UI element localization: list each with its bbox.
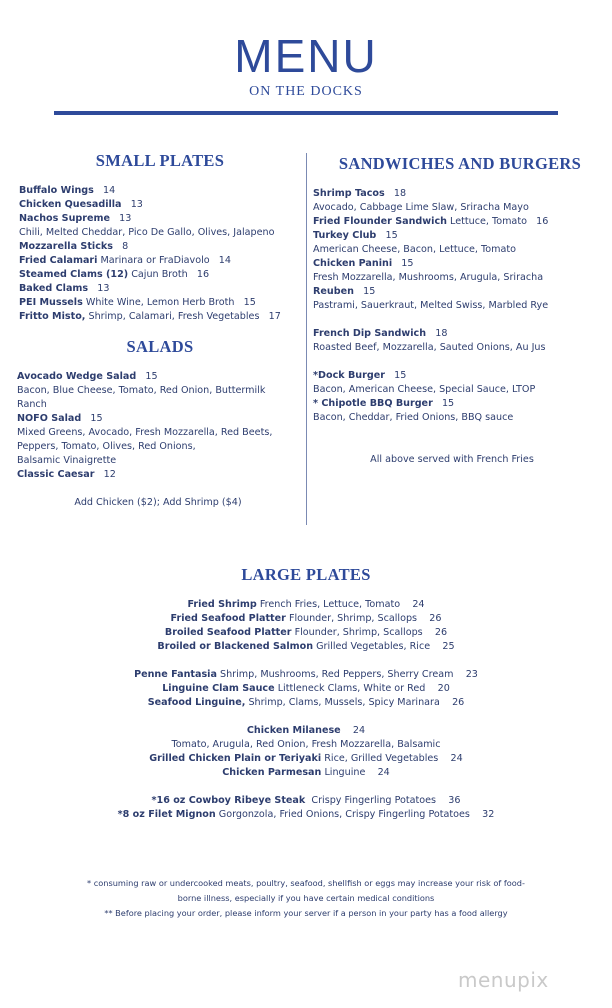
item-detail: Fresh Mozzarella, Mushrooms, Arugula, Sriracha [313, 272, 544, 283]
item-price: 18 [435, 328, 448, 339]
item-name: Grilled Chicken Plain or Teriyaki [149, 753, 322, 764]
fries-note: All above served with French Fries [370, 454, 534, 465]
item-price: 13 [130, 199, 143, 210]
item-detail: Mixed Greens, Avocado, Fresh Mozzarella, Red Beets, [17, 427, 273, 438]
item-name: Fried Seafood Platter [170, 613, 286, 624]
item-name: Steamed Clams (12) [19, 269, 129, 280]
item-desc: Shrimp, Mushrooms, Red Peppers, Sherry Cream [220, 669, 454, 680]
list-item [17, 412, 302, 426]
header-divider [54, 111, 558, 115]
list-item [0, 724, 612, 738]
small-plates-heading: SMALL PLATES [95, 151, 225, 170]
list-item [19, 282, 304, 296]
item-name: Turkey Club [313, 230, 377, 241]
item-price: 15 [363, 286, 376, 297]
item-name: Fried Calamari [19, 255, 98, 266]
item-name: Mozzarella Sticks [19, 241, 113, 252]
salads-list [17, 370, 302, 482]
list-item [17, 468, 302, 482]
item-price: 23 [465, 669, 478, 680]
item-detail: Chili, Melted Cheddar, Pico De Gallo, Olives, Jalapeno [19, 227, 275, 238]
item-price: 20 [437, 683, 450, 694]
item-name: Reuben [313, 286, 354, 297]
list-item [0, 640, 612, 654]
item-price: 26 [452, 697, 465, 708]
item-detail: Avocado, Cabbage Lime Slaw, Sriracha Mayo [313, 202, 529, 213]
list-item [313, 257, 608, 271]
list-item [17, 370, 302, 384]
item-name: Avocado Wedge Salad [17, 371, 137, 382]
item-detail: Roasted Beef, Mozzarella, Sauted Onions, Au Jus [313, 342, 546, 353]
item-price: 13 [97, 283, 110, 294]
sandwiches-heading: SANDWICHES AND BURGERS [338, 154, 582, 173]
list-item [19, 254, 304, 268]
list-item [0, 612, 612, 626]
item-name: Chicken Panini [313, 258, 393, 269]
item-desc: Littleneck Clams, White or Red [277, 683, 426, 694]
item-desc: Shrimp, Clams, Mussels, Spicy Marinara [248, 697, 440, 708]
list-item [0, 808, 612, 822]
list-item [0, 752, 612, 766]
disclaimer-line: ** Before placing your order, please inform your server if a person in your party has a food allergy [104, 908, 508, 918]
list-item [19, 240, 304, 254]
item-price: 15 [441, 398, 455, 409]
item-desc: Lettuce, Tomato [450, 216, 527, 227]
item-price: 36 [448, 795, 461, 806]
large-plates-heading: LARGE PLATES [241, 565, 371, 584]
list-item [313, 327, 608, 341]
item-name: Penne Fantasia [134, 669, 217, 680]
item-price: 32 [482, 809, 495, 820]
item-name: Shrimp Tacos [313, 188, 385, 199]
item-name: Classic Caesar [17, 469, 95, 480]
item-desc: French Fries, Lettuce, Tomato [259, 599, 401, 610]
list-item [0, 766, 612, 780]
list-item [0, 626, 612, 640]
item-price: 15 [243, 297, 256, 308]
item-name: PEI Mussels [19, 297, 83, 308]
item-name: Fried Flounder Sandwich [313, 216, 447, 227]
item-price: 16 [196, 269, 210, 280]
item-price: 26 [429, 613, 442, 624]
item-price: 24 [377, 767, 390, 778]
salad-addon-note: Add Chicken ($2); Add Shrimp ($4) [74, 497, 242, 508]
item-name: *16 oz Cowboy Ribeye Steak [151, 795, 306, 806]
item-price: 13 [119, 213, 132, 224]
disclaimer-line: borne illness, especially if you have certain medical conditions [177, 893, 435, 903]
item-detail: Pastrami, Sauerkraut, Melted Swiss, Marbled Rye [313, 300, 549, 311]
item-name: * Chipotle BBQ Burger [313, 398, 433, 409]
item-name: *Dock Burger [313, 370, 385, 381]
item-price: 17 [268, 311, 281, 322]
item-price: 15 [145, 371, 158, 382]
item-detail: Peppers, Tomato, Olives, Red Onions, [17, 441, 196, 452]
item-price: 24 [352, 725, 366, 736]
item-price: 18 [393, 188, 407, 199]
item-desc: Shrimp, Calamari, Fresh Vegetables [88, 311, 260, 322]
item-name: Chicken Quesadilla [19, 199, 122, 210]
item-detail: Tomato, Arugula, Red Onion, Fresh Mozzarella, Balsamic [171, 739, 441, 750]
item-name: Buffalo Wings [19, 185, 94, 196]
item-name: *8 oz Filet Mignon [117, 809, 216, 820]
item-desc: Grilled Vegetables, Rice [316, 641, 431, 652]
list-item [313, 369, 608, 383]
item-name: Fried Shrimp [187, 599, 257, 610]
item-price: 8 [122, 241, 129, 252]
item-price: 15 [90, 413, 103, 424]
item-detail: Bacon, Blue Cheese, Tomato, Red Onion, Buttermilk [17, 385, 266, 396]
list-item [19, 198, 304, 212]
list-item [19, 310, 304, 324]
salads-heading: SALADS [126, 337, 194, 356]
item-desc: White Wine, Lemon Herb Broth [85, 297, 235, 308]
item-price: 24 [412, 599, 425, 610]
allergy-disclaimer [40, 876, 572, 921]
page-title: MENU [234, 30, 378, 82]
item-detail: American Cheese, Bacon, Lettuce, Tomato [313, 244, 516, 255]
sandwiches-list [313, 187, 608, 425]
list-item [0, 696, 612, 710]
list-item [313, 229, 608, 243]
list-item [0, 668, 612, 682]
item-detail: Ranch [17, 399, 47, 410]
item-desc: Rice, Grilled Vegetables [324, 753, 439, 764]
list-item [19, 184, 304, 198]
list-item [19, 296, 304, 310]
item-name: Chicken Parmesan [222, 767, 322, 778]
item-price: 15 [385, 230, 398, 241]
item-desc: Marinara or FraDiavolo [100, 255, 210, 266]
disclaimer-line: * consuming raw or undercooked meats, poultry, seafood, shellfish or eggs may increase your risk of food- [87, 878, 525, 888]
item-desc: Gorgonzola, Fried Onions, Crispy Fingerling Potatoes [218, 809, 470, 820]
watermark-logo: menupix [458, 968, 549, 992]
item-name: Seafood Linguine, [147, 697, 246, 708]
list-item [0, 682, 612, 696]
item-price: 16 [536, 216, 549, 227]
small-plates-list [19, 184, 304, 324]
list-item [0, 598, 612, 612]
page-subtitle: ON THE DOCKS [249, 84, 363, 99]
item-price: 15 [401, 258, 414, 269]
item-price: 24 [450, 753, 463, 764]
item-name: NOFO Salad [17, 413, 82, 424]
item-price: 12 [103, 469, 116, 480]
item-desc: Cajun Broth [131, 269, 188, 280]
item-desc: Flounder, Shrimp, Scallops [288, 613, 418, 624]
item-price: 26 [434, 627, 448, 638]
item-desc: Crispy Fingerling Potatoes [311, 795, 437, 806]
item-desc: Linguine [324, 767, 366, 778]
item-price: 15 [394, 370, 407, 381]
item-price: 14 [103, 185, 116, 196]
item-name: Broiled or Blackened Salmon [157, 641, 314, 652]
list-item [313, 285, 608, 299]
item-name: Baked Clams [19, 283, 89, 294]
item-name: Nachos Supreme [19, 213, 111, 224]
list-item [313, 397, 608, 411]
item-name: Chicken Milanese [246, 725, 341, 736]
item-name: Broiled Seafood Platter [164, 627, 292, 638]
list-item [19, 268, 304, 282]
item-name: French Dip Sandwich [313, 328, 427, 339]
item-name: Fritto Misto, [19, 311, 86, 322]
list-item [19, 212, 304, 226]
list-item [313, 215, 608, 229]
list-item [313, 187, 608, 201]
column-divider [306, 153, 307, 525]
item-detail: Balsamic Vinaigrette [17, 455, 117, 466]
item-detail: Bacon, American Cheese, Special Sauce, LTOP [313, 384, 536, 395]
item-name: Linguine Clam Sauce [162, 683, 275, 694]
large-plates-list [0, 598, 612, 822]
item-desc: Flounder, Shrimp, Scallops [294, 627, 423, 638]
item-detail: Bacon, Cheddar, Fried Onions, BBQ sauce [313, 412, 514, 423]
list-item [0, 794, 612, 808]
item-price: 25 [442, 641, 455, 652]
item-price: 14 [218, 255, 232, 266]
